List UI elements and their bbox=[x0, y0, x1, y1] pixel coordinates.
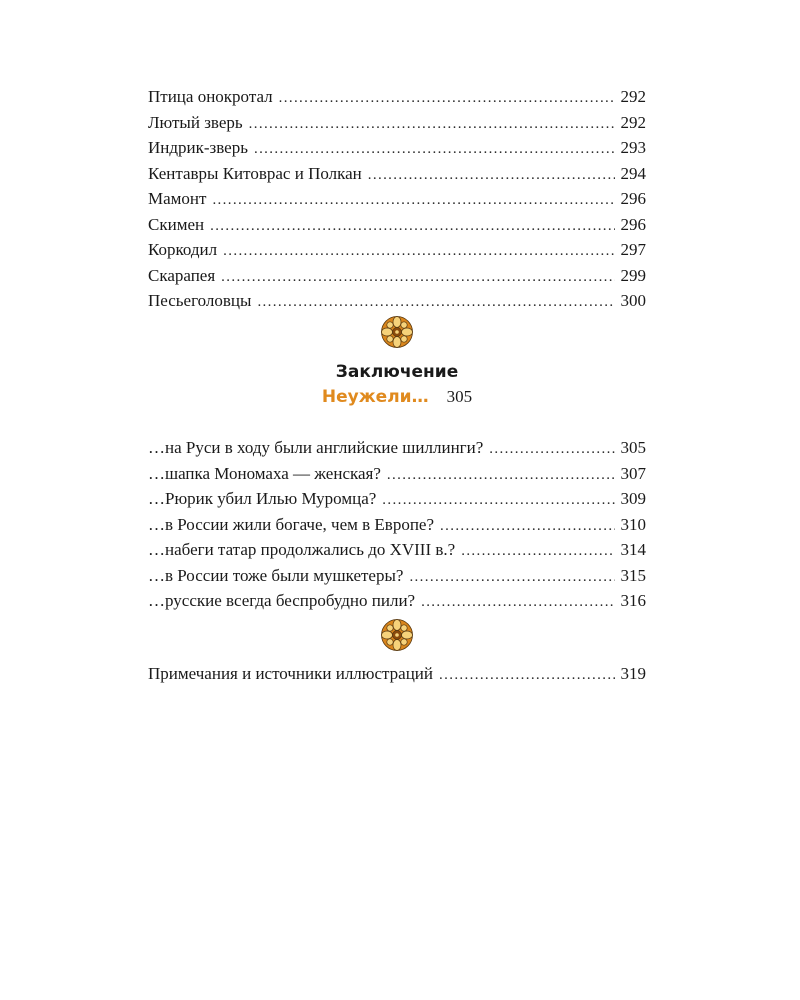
section-page: 305 bbox=[446, 387, 473, 406]
toc-entry-page: 307 bbox=[620, 463, 646, 483]
dot-leader bbox=[440, 514, 614, 540]
dot-leader bbox=[221, 265, 614, 291]
floral-rosette-icon bbox=[380, 618, 414, 652]
toc-entry-title: Примечания и источники иллюстраций bbox=[148, 664, 434, 683]
toc-entry-page: 310 bbox=[620, 514, 646, 534]
toc-entry-title: …на Руси в ходу были английские шиллинги? bbox=[148, 438, 484, 457]
dot-leader bbox=[210, 214, 614, 240]
toc-entry[interactable] bbox=[148, 661, 646, 687]
toc-entry[interactable] bbox=[148, 563, 646, 589]
dot-leader bbox=[212, 188, 614, 214]
dot-leader bbox=[382, 488, 614, 514]
toc-entry-page: 309 bbox=[620, 489, 646, 508]
toc-group-conclusion bbox=[148, 435, 646, 614]
toc-entry-page: 292 bbox=[620, 112, 646, 132]
dot-leader bbox=[409, 565, 614, 591]
toc-entry-title: …в России жили богаче, чем в Европе? bbox=[148, 514, 435, 534]
dot-leader bbox=[257, 290, 614, 316]
section-heading: Заключение bbox=[335, 362, 459, 382]
toc-entry[interactable] bbox=[148, 461, 646, 487]
toc-entry[interactable] bbox=[148, 435, 646, 461]
toc-entry-title: Коркодил bbox=[148, 240, 218, 259]
toc-entry-title: …набеги татар продолжались до XVIII в.? bbox=[148, 540, 456, 559]
toc-entry-title: Мамонт bbox=[148, 189, 207, 208]
toc-entry[interactable] bbox=[148, 537, 646, 563]
toc-entry-title: …Рюрик убил Илью Муромца? bbox=[148, 489, 377, 508]
toc-entry-page: 319 bbox=[620, 664, 646, 683]
toc-entry-title: …в России тоже были мушкетеры? bbox=[148, 565, 404, 585]
toc-entry-page: 299 bbox=[620, 265, 646, 285]
toc-group-bestiary bbox=[148, 84, 646, 314]
toc-group-appendix bbox=[148, 661, 646, 687]
toc-entry-page: 296 bbox=[620, 189, 646, 208]
toc-entry-title: Индрик-зверь bbox=[148, 138, 248, 157]
toc-entry-title: Кентавры Китоврас и Полкан bbox=[148, 163, 362, 183]
toc-entry[interactable] bbox=[148, 186, 646, 212]
dot-leader bbox=[439, 663, 614, 689]
dot-leader bbox=[368, 163, 615, 189]
dot-leader bbox=[223, 239, 614, 265]
toc-entry-page: 314 bbox=[620, 540, 646, 559]
toc-entry-title: Песьеголовцы bbox=[148, 291, 252, 310]
toc-entry-page: 305 bbox=[620, 438, 646, 457]
floral-rosette-icon bbox=[380, 315, 414, 349]
section-subtitle: Неужели… bbox=[321, 387, 429, 407]
toc-entry-title: Лютый зверь bbox=[148, 112, 243, 132]
toc-entry-page: 294 bbox=[620, 163, 646, 183]
dot-leader bbox=[249, 112, 615, 138]
toc-entry[interactable] bbox=[148, 84, 646, 110]
toc-entry[interactable] bbox=[148, 288, 646, 314]
toc-entry-page: 292 bbox=[620, 87, 646, 106]
dot-leader bbox=[461, 539, 614, 565]
toc-entry-page: 296 bbox=[620, 214, 646, 234]
toc-entry[interactable] bbox=[148, 588, 646, 614]
toc-entry[interactable] bbox=[148, 212, 646, 238]
dot-leader bbox=[421, 590, 614, 616]
toc-entry-page: 293 bbox=[620, 138, 646, 157]
toc-entry[interactable] bbox=[148, 135, 646, 161]
dot-leader bbox=[254, 137, 615, 163]
toc-entry[interactable] bbox=[148, 486, 646, 512]
toc-entry[interactable] bbox=[148, 110, 646, 136]
dot-leader bbox=[387, 463, 615, 489]
section-subheading[interactable] bbox=[148, 387, 646, 407]
toc-entry[interactable] bbox=[148, 237, 646, 263]
toc-entry-title: Птица онокротал bbox=[148, 87, 273, 106]
toc-entry-page: 300 bbox=[620, 291, 646, 310]
toc-entry-title: Скарапея bbox=[148, 265, 216, 285]
toc-entry[interactable] bbox=[148, 161, 646, 187]
toc-entry[interactable] bbox=[148, 263, 646, 289]
dot-leader bbox=[489, 437, 614, 463]
toc-entry-title: …русские всегда беспробудно пили? bbox=[148, 591, 416, 610]
dot-leader bbox=[279, 86, 615, 112]
toc-entry[interactable] bbox=[148, 512, 646, 538]
toc-entry-page: 315 bbox=[620, 565, 646, 585]
toc-entry-page: 297 bbox=[620, 240, 646, 259]
toc-entry-title: Скимен bbox=[148, 214, 205, 234]
toc-entry-page: 316 bbox=[620, 591, 646, 610]
toc-entry-title: …шапка Мономаха — женская? bbox=[148, 463, 381, 483]
